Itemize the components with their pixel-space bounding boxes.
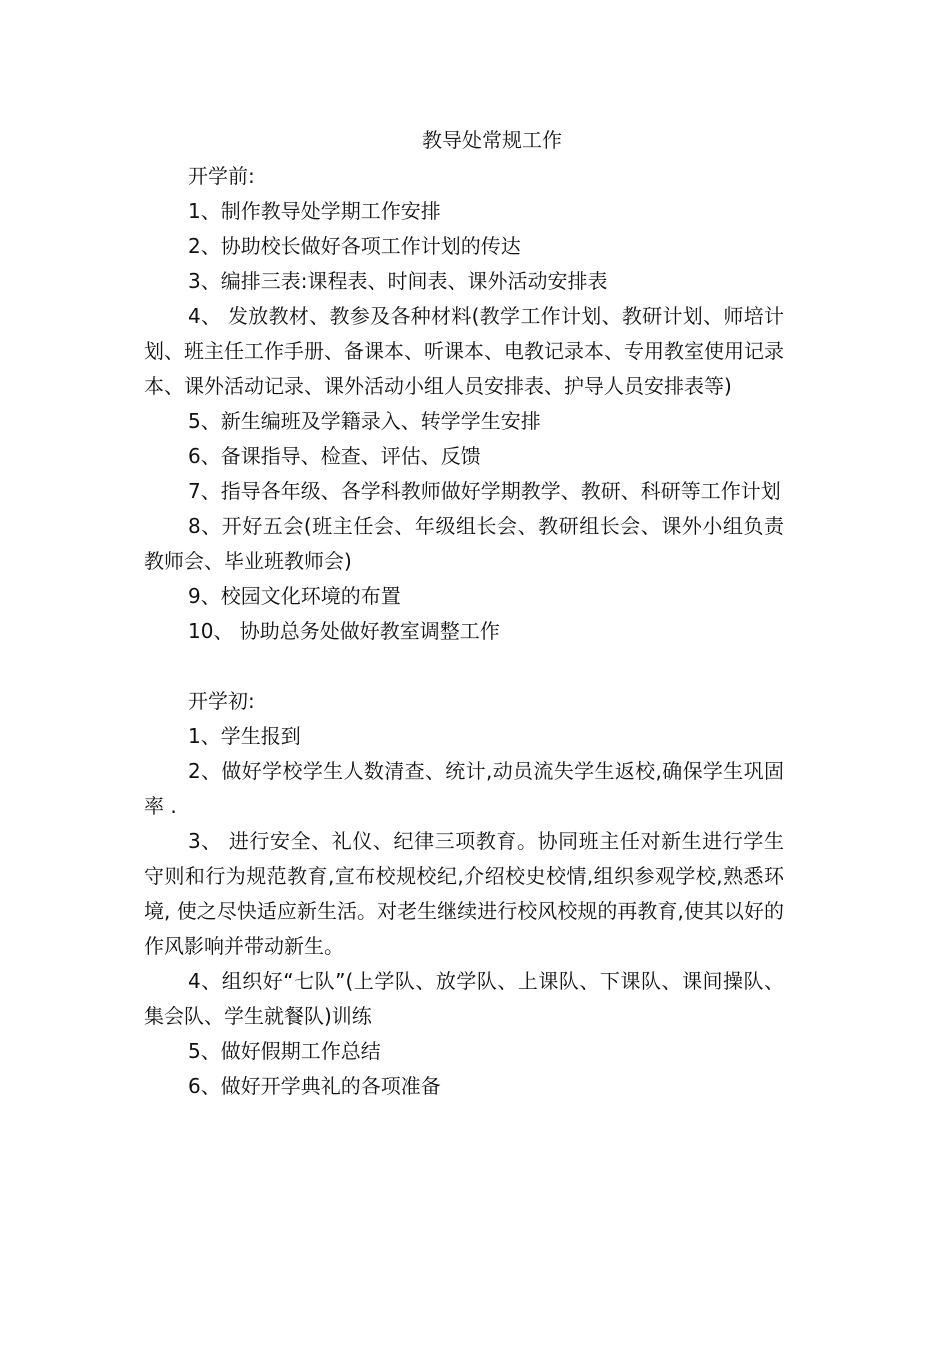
list-item: 1、学生报到 bbox=[188, 724, 301, 748]
list-item: 3、编排三表:课程表、时间表、课外活动安排表 bbox=[188, 269, 608, 293]
list-item: 4、 发放教材、教参及各种材料(教学工作计划、教研计划、师培计划、班主任工作手册、备课本、听课本、电教记录本、专用教室使用记录本、课外活动记录、课外活动小组人员安排表、护导人员安排表等) bbox=[144, 304, 784, 398]
section-heading-before-term: 开学前: bbox=[188, 164, 255, 188]
list-item: 6、备课指导、检查、评估、反馈 bbox=[188, 444, 481, 468]
list-item: 7、指导各年级、各学科教师做好学期教学、教研、科研等工作计划 bbox=[188, 479, 781, 503]
list-item: 2、做好学校学生人数清查、统计,动员流失学生返校,确保学生巩固率 . bbox=[144, 759, 784, 818]
list-item: 8、开好五会(班主任会、年级组长会、教研组长会、课外小组负责教师会、毕业班教师会) bbox=[144, 514, 784, 573]
list-item: 1、制作教导处学期工作安排 bbox=[188, 199, 441, 223]
list-item: 5、做好假期工作总结 bbox=[188, 1039, 381, 1063]
list-item: 9、校园文化环境的布置 bbox=[188, 584, 401, 608]
document-body bbox=[144, 159, 784, 1104]
list-item: 2、协助校长做好各项工作计划的传达 bbox=[188, 234, 521, 258]
list-item: 4、组织好“七队”(上学队、放学队、上课队、下课队、课间操队、集会队、学生就餐队)训练 bbox=[144, 969, 784, 1028]
document-title: 教导处常规工作 bbox=[422, 128, 562, 152]
list-item: 10、 协助总务处做好教室调整工作 bbox=[188, 619, 500, 643]
list-item: 3、 进行安全、礼仪、纪律三项教育。协同班主任对新生进行学生守则和行为规范教育,宣布校规校纪,介绍校史校情,组织参观学校,熟悉环境, 使之尽快适应新生活。对老生继续进行校风校规的再教育,使其以好的作风影响并带动新生。 bbox=[144, 829, 784, 958]
section-spacer bbox=[144, 649, 784, 684]
section-heading-start-of-term: 开学初: bbox=[188, 689, 255, 713]
list-item: 6、做好开学典礼的各项准备 bbox=[188, 1074, 441, 1098]
list-item: 5、新生编班及学籍录入、转学学生安排 bbox=[188, 409, 541, 433]
